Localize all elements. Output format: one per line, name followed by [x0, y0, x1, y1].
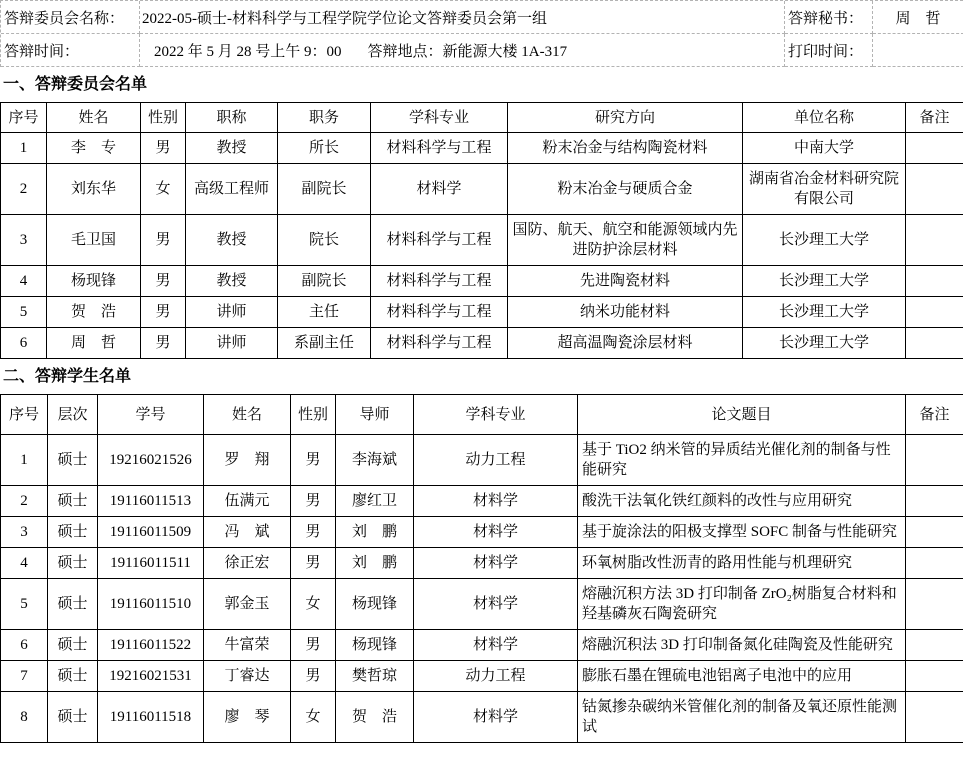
table-cell: 钴氮掺杂碳纳米管催化剂的制备及氧还原性能测试 — [578, 692, 906, 743]
table-cell: 贺 浩 — [47, 297, 141, 328]
table-cell: 贺 浩 — [336, 692, 414, 743]
table-cell: 长沙理工大学 — [743, 297, 906, 328]
table-cell: 粉末冶金与结构陶瓷材料 — [508, 133, 743, 164]
table-cell: 男 — [291, 548, 336, 579]
column-header: 层次 — [48, 395, 98, 435]
defense-time-text: 2022 年 5 月 28 号上午 9：00 — [154, 43, 342, 60]
table-cell: 材料学 — [414, 548, 578, 579]
table-row — [1, 328, 963, 359]
committee-table — [0, 102, 963, 359]
defense-time-label: 答辩时间： — [1, 34, 140, 67]
table-cell: 硕士 — [48, 517, 98, 548]
table-cell: 先进陶瓷材料 — [508, 266, 743, 297]
table-cell: 6 — [1, 630, 48, 661]
table-cell — [906, 486, 963, 517]
table-cell: 1 — [1, 435, 48, 486]
student-table — [0, 394, 963, 743]
table-cell: 材料科学与工程 — [371, 328, 508, 359]
table-cell: 19216021526 — [98, 435, 204, 486]
table-cell: 19116011509 — [98, 517, 204, 548]
table-cell: 所长 — [278, 133, 371, 164]
table-cell: 材料学 — [414, 486, 578, 517]
table-cell: 中南大学 — [743, 133, 906, 164]
table-cell: 材料科学与工程 — [371, 297, 508, 328]
table-cell: 5 — [1, 297, 47, 328]
table-cell: 女 — [291, 579, 336, 630]
table-cell: 纳米功能材料 — [508, 297, 743, 328]
column-header: 序号 — [1, 103, 47, 133]
table-cell: 男 — [141, 133, 186, 164]
table-cell: 19116011518 — [98, 692, 204, 743]
table-cell: 罗 翔 — [204, 435, 291, 486]
table-cell: 材料学 — [414, 692, 578, 743]
table-cell: 郭金玉 — [204, 579, 291, 630]
column-header: 姓名 — [47, 103, 141, 133]
table-cell: 周 哲 — [47, 328, 141, 359]
column-header: 学号 — [98, 395, 204, 435]
table-cell: 熔融沉积方法 3D 打印制备 ZrO₂树脂复合材料和羟基磷灰石陶瓷研究 — [578, 579, 906, 630]
table-cell: 教授 — [186, 133, 278, 164]
table-cell: 硕士 — [48, 579, 98, 630]
table-cell: 女 — [141, 164, 186, 215]
table-cell — [906, 133, 963, 164]
table-cell — [906, 164, 963, 215]
table-cell: 杨现锋 — [47, 266, 141, 297]
table-cell: 硕士 — [48, 661, 98, 692]
table-cell: 伍满元 — [204, 486, 291, 517]
table-cell: 男 — [141, 266, 186, 297]
secretary-label: 答辩秘书： — [785, 1, 873, 34]
table-cell: 男 — [291, 661, 336, 692]
table-cell: 8 — [1, 692, 48, 743]
table-cell: 4 — [1, 266, 47, 297]
table-cell: 樊哲琼 — [336, 661, 414, 692]
table-cell: 硕士 — [48, 486, 98, 517]
table-cell — [906, 630, 963, 661]
defense-time-value — [140, 34, 785, 67]
table-cell: 硕士 — [48, 435, 98, 486]
column-header: 单位名称 — [743, 103, 906, 133]
table-cell: 熔融沉积法 3D 打印制备氮化硅陶瓷及性能研究 — [578, 630, 906, 661]
table-row — [1, 486, 963, 517]
table-cell: 牛富荣 — [204, 630, 291, 661]
table-cell: 副院长 — [278, 164, 371, 215]
table-cell: 粉末冶金与硬质合金 — [508, 164, 743, 215]
table-cell: 6 — [1, 328, 47, 359]
table-cell: 徐正宏 — [204, 548, 291, 579]
table-cell: 超高温陶瓷涂层材料 — [508, 328, 743, 359]
table-row — [1, 297, 963, 328]
column-header: 职称 — [186, 103, 278, 133]
column-header: 性别 — [141, 103, 186, 133]
table-cell: 杨现锋 — [336, 579, 414, 630]
table-cell: 男 — [291, 486, 336, 517]
table-row — [1, 661, 963, 692]
table-cell: 廖红卫 — [336, 486, 414, 517]
table-row — [1, 215, 963, 266]
document-header — [0, 0, 963, 67]
table-cell: 丁睿达 — [204, 661, 291, 692]
table-cell: 刘东华 — [47, 164, 141, 215]
student-list-title: 二、答辩学生名单 — [3, 368, 132, 385]
table-cell: 4 — [1, 548, 48, 579]
table-cell: 男 — [291, 630, 336, 661]
column-header: 论文题目 — [578, 395, 906, 435]
table-row — [1, 579, 963, 630]
table-cell: 男 — [141, 297, 186, 328]
print-time-value — [873, 34, 963, 67]
table-cell: 7 — [1, 661, 48, 692]
table-cell: 主任 — [278, 297, 371, 328]
table-cell: 1 — [1, 133, 47, 164]
column-header: 备注 — [906, 103, 963, 133]
table-cell: 硕士 — [48, 548, 98, 579]
column-header: 职务 — [278, 103, 371, 133]
table-cell: 副院长 — [278, 266, 371, 297]
table-cell: 基于旋涂法的阳极支撑型 SOFC 制备与性能研究 — [578, 517, 906, 548]
table-cell: 环氧树脂改性沥青的路用性能与机理研究 — [578, 548, 906, 579]
table-cell: 硕士 — [48, 692, 98, 743]
table-cell — [906, 328, 963, 359]
table-cell: 材料学 — [414, 517, 578, 548]
table-cell: 刘 鹏 — [336, 548, 414, 579]
table-cell: 19116011513 — [98, 486, 204, 517]
table-cell: 毛卫国 — [47, 215, 141, 266]
table-cell — [906, 692, 963, 743]
table-cell: 李海斌 — [336, 435, 414, 486]
table-cell — [906, 215, 963, 266]
table-cell — [906, 297, 963, 328]
table-cell: 长沙理工大学 — [743, 266, 906, 297]
secretary-value: 周 哲 — [873, 1, 963, 34]
column-header: 性别 — [291, 395, 336, 435]
table-cell: 动力工程 — [414, 661, 578, 692]
table-cell: 酸洗干法氧化铁红颜料的改性与应用研究 — [578, 486, 906, 517]
table-cell: 材料科学与工程 — [371, 215, 508, 266]
column-header: 学科专业 — [371, 103, 508, 133]
table-row — [1, 133, 963, 164]
table-row — [1, 517, 963, 548]
table-cell: 刘 鹏 — [336, 517, 414, 548]
defense-location-text: 答辩地点：新能源大楼 1A-317 — [367, 43, 568, 60]
table-cell: 3 — [1, 517, 48, 548]
table-cell — [906, 548, 963, 579]
table-cell: 19216021531 — [98, 661, 204, 692]
table-cell: 硕士 — [48, 630, 98, 661]
column-header: 序号 — [1, 395, 48, 435]
table-cell: 3 — [1, 215, 47, 266]
table-cell: 国防、航天、航空和能源领域内先进防护涂层材料 — [508, 215, 743, 266]
committee-name-value: 2022-05-硕士-材料科学与工程学院学位论文答辩委员会第一组 — [140, 1, 785, 34]
table-cell: 讲师 — [186, 328, 278, 359]
table-cell: 男 — [291, 435, 336, 486]
table-cell: 冯 斌 — [204, 517, 291, 548]
table-cell: 廖 琴 — [204, 692, 291, 743]
table-row — [1, 266, 963, 297]
table-cell — [906, 517, 963, 548]
table-cell: 19116011511 — [98, 548, 204, 579]
table-cell: 男 — [291, 517, 336, 548]
table-row — [1, 548, 963, 579]
table-cell: 膨胀石墨在锂硫电池铝离子电池中的应用 — [578, 661, 906, 692]
table-cell: 2 — [1, 486, 48, 517]
print-time-label: 打印时间： — [785, 34, 873, 67]
table-cell: 材料科学与工程 — [371, 133, 508, 164]
table-row — [1, 692, 963, 743]
table-cell: 长沙理工大学 — [743, 215, 906, 266]
table-cell: 19116011522 — [98, 630, 204, 661]
table-cell: 高级工程师 — [186, 164, 278, 215]
table-cell: 2 — [1, 164, 47, 215]
table-cell: 湖南省冶金材料研究院有限公司 — [743, 164, 906, 215]
table-cell: 教授 — [186, 266, 278, 297]
table-row — [1, 164, 963, 215]
table-cell: 长沙理工大学 — [743, 328, 906, 359]
table-cell: 19116011510 — [98, 579, 204, 630]
table-cell: 女 — [291, 692, 336, 743]
table-cell — [906, 266, 963, 297]
table-cell: 动力工程 — [414, 435, 578, 486]
table-cell: 系副主任 — [278, 328, 371, 359]
table-cell: 基于 TiO2 纳米管的异质结光催化剂的制备与性能研究 — [578, 435, 906, 486]
table-cell: 材料科学与工程 — [371, 266, 508, 297]
table-cell: 材料学 — [371, 164, 508, 215]
committee-list-title: 一、答辩委员会名单 — [3, 76, 148, 93]
table-row — [1, 435, 963, 486]
column-header: 研究方向 — [508, 103, 743, 133]
table-cell: 材料学 — [414, 579, 578, 630]
student-table-header-row — [1, 395, 963, 435]
committee-table-header-row — [1, 103, 963, 133]
table-cell — [906, 579, 963, 630]
table-cell: 院长 — [278, 215, 371, 266]
column-header: 导师 — [336, 395, 414, 435]
column-header: 备注 — [906, 395, 963, 435]
table-cell: 教授 — [186, 215, 278, 266]
table-cell — [906, 661, 963, 692]
column-header: 学科专业 — [414, 395, 578, 435]
table-cell: 材料学 — [414, 630, 578, 661]
table-row — [1, 630, 963, 661]
table-cell — [906, 435, 963, 486]
table-cell: 男 — [141, 215, 186, 266]
table-cell: 男 — [141, 328, 186, 359]
table-cell: 李 专 — [47, 133, 141, 164]
table-cell: 杨现锋 — [336, 630, 414, 661]
committee-name-label: 答辩委员会名称： — [1, 1, 140, 34]
column-header: 姓名 — [204, 395, 291, 435]
table-cell: 讲师 — [186, 297, 278, 328]
table-cell: 5 — [1, 579, 48, 630]
